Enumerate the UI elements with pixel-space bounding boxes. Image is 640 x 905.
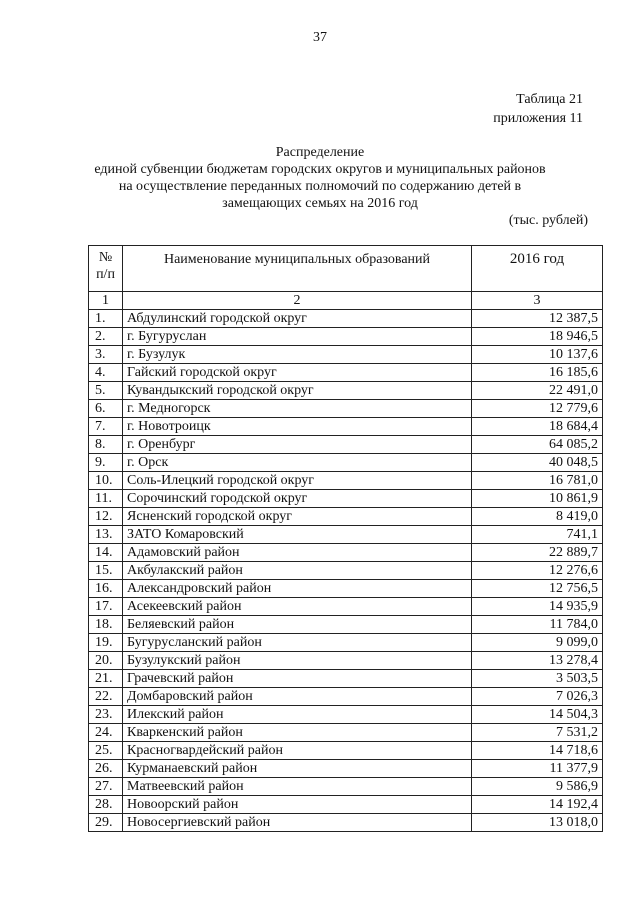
row-number: 17. <box>89 598 123 616</box>
row-number: 6. <box>89 400 123 418</box>
row-value: 14 504,3 <box>472 706 603 724</box>
row-value: 22 491,0 <box>472 382 603 400</box>
row-number: 22. <box>89 688 123 706</box>
row-number: 19. <box>89 634 123 652</box>
row-name: г. Новотроицк <box>123 418 472 436</box>
table-row <box>89 688 603 706</box>
table-row <box>89 724 603 742</box>
units-label: (тыс. рублей) <box>508 213 588 228</box>
row-name: Акбулакский район <box>123 562 472 580</box>
table-row <box>89 364 603 382</box>
row-value: 22 889,7 <box>472 544 603 562</box>
row-name: Соль-Илецкий городской округ <box>123 472 472 490</box>
row-name: г. Бузулук <box>123 346 472 364</box>
row-name: Илекский район <box>123 706 472 724</box>
page-number: 37 <box>313 30 327 45</box>
table-row <box>89 472 603 490</box>
row-value: 12 387,5 <box>472 310 603 328</box>
row-name: Сорочинский городской округ <box>123 490 472 508</box>
header-year: 2016 год <box>472 246 603 292</box>
row-name: Абдулинский городской округ <box>123 310 472 328</box>
column-number: 2 <box>123 292 472 310</box>
row-number: 4. <box>89 364 123 382</box>
row-value: 16 781,0 <box>472 472 603 490</box>
row-number: 20. <box>89 652 123 670</box>
row-value: 18 684,4 <box>472 418 603 436</box>
table-row <box>89 814 603 832</box>
table-row <box>89 346 603 364</box>
row-name: Беляевский район <box>123 616 472 634</box>
table-row <box>89 400 603 418</box>
table-row <box>89 742 603 760</box>
table-row <box>89 598 603 616</box>
table-row <box>89 382 603 400</box>
row-name: Бузулукский район <box>123 652 472 670</box>
row-number: 8. <box>89 436 123 454</box>
row-number: 23. <box>89 706 123 724</box>
row-number: 21. <box>89 670 123 688</box>
row-value: 9 099,0 <box>472 634 603 652</box>
table-row <box>89 418 603 436</box>
table-row <box>89 706 603 724</box>
table-row <box>89 544 603 562</box>
column-numbers-row <box>89 292 603 310</box>
row-number: 12. <box>89 508 123 526</box>
row-value: 40 048,5 <box>472 454 603 472</box>
row-name: ЗАТО Комаровский <box>123 526 472 544</box>
row-number: 9. <box>89 454 123 472</box>
row-value: 8 419,0 <box>472 508 603 526</box>
row-name: Кваркенский район <box>123 724 472 742</box>
row-value: 16 185,6 <box>472 364 603 382</box>
row-name: Домбаровский район <box>123 688 472 706</box>
row-number: 26. <box>89 760 123 778</box>
table-row <box>89 508 603 526</box>
table-row <box>89 670 603 688</box>
table-row <box>89 454 603 472</box>
table-row <box>89 562 603 580</box>
row-number: 10. <box>89 472 123 490</box>
row-number: 28. <box>89 796 123 814</box>
row-name: г. Оренбург <box>123 436 472 454</box>
row-value: 9 586,9 <box>472 778 603 796</box>
table-header-row <box>89 246 603 292</box>
row-value: 10 861,9 <box>472 490 603 508</box>
row-name: Новоорский район <box>123 796 472 814</box>
row-name: Курманаевский район <box>123 760 472 778</box>
row-value: 7 026,3 <box>472 688 603 706</box>
distribution-table <box>88 245 603 832</box>
table-row <box>89 310 603 328</box>
column-number: 3 <box>472 292 603 310</box>
row-value: 13 278,4 <box>472 652 603 670</box>
title-line1: Распределение <box>275 145 365 160</box>
row-number: 15. <box>89 562 123 580</box>
row-value: 11 784,0 <box>472 616 603 634</box>
row-name: Красногвардейский район <box>123 742 472 760</box>
row-number: 29. <box>89 814 123 832</box>
row-value: 64 085,2 <box>472 436 603 454</box>
row-name: Бугурусланский район <box>123 634 472 652</box>
table-row <box>89 796 603 814</box>
row-number: 13. <box>89 526 123 544</box>
row-number: 14. <box>89 544 123 562</box>
table-row <box>89 580 603 598</box>
row-name: Асекеевский район <box>123 598 472 616</box>
row-value: 13 018,0 <box>472 814 603 832</box>
row-number: 5. <box>89 382 123 400</box>
row-value: 11 377,9 <box>472 760 603 778</box>
table-row <box>89 778 603 796</box>
table-row <box>89 760 603 778</box>
row-name: Новосергиевский район <box>123 814 472 832</box>
row-value: 12 276,6 <box>472 562 603 580</box>
row-value: 12 779,6 <box>472 400 603 418</box>
column-number: 1 <box>89 292 123 310</box>
row-name: Ясненский городской округ <box>123 508 472 526</box>
row-value: 7 531,2 <box>472 724 603 742</box>
row-number: 1. <box>89 310 123 328</box>
header-number-line2: п/п <box>96 267 115 282</box>
table-row <box>89 436 603 454</box>
title-line3: на осуществление переданных полномочий по содержанию детей в <box>118 179 522 194</box>
row-number: 24. <box>89 724 123 742</box>
table-row <box>89 328 603 346</box>
row-name: Гайский городской округ <box>123 364 472 382</box>
table-reference-line1: Таблица 21 <box>516 92 583 107</box>
title-line2: единой субвенции бюджетам городских округов и муниципальных районов <box>94 162 546 177</box>
row-number: 7. <box>89 418 123 436</box>
table-row <box>89 490 603 508</box>
row-name: Матвеевский район <box>123 778 472 796</box>
row-value: 3 503,5 <box>472 670 603 688</box>
row-name: Адамовский район <box>123 544 472 562</box>
table-reference <box>493 90 583 128</box>
table-row <box>89 616 603 634</box>
row-number: 2. <box>89 328 123 346</box>
table-row <box>89 634 603 652</box>
row-value: 741,1 <box>472 526 603 544</box>
row-value: 12 756,5 <box>472 580 603 598</box>
row-number: 27. <box>89 778 123 796</box>
row-name: г. Орск <box>123 454 472 472</box>
document-title <box>60 144 580 212</box>
table-row <box>89 652 603 670</box>
row-value: 14 718,6 <box>472 742 603 760</box>
row-value: 14 935,9 <box>472 598 603 616</box>
row-number: 3. <box>89 346 123 364</box>
row-value: 18 946,5 <box>472 328 603 346</box>
row-name: Грачевский район <box>123 670 472 688</box>
table-row <box>89 526 603 544</box>
row-number: 11. <box>89 490 123 508</box>
header-number-line1: № <box>98 250 113 265</box>
row-number: 16. <box>89 580 123 598</box>
title-line4: замещающих семьях на 2016 год <box>222 196 418 211</box>
row-name: г. Бугуруслан <box>123 328 472 346</box>
row-name: Александровский район <box>123 580 472 598</box>
row-name: Кувандыкский городской округ <box>123 382 472 400</box>
row-number: 18. <box>89 616 123 634</box>
table-reference-line2: приложения 11 <box>493 111 583 126</box>
row-value: 14 192,4 <box>472 796 603 814</box>
row-number: 25. <box>89 742 123 760</box>
row-value: 10 137,6 <box>472 346 603 364</box>
row-name: г. Медногорск <box>123 400 472 418</box>
header-name: Наименование муниципальных образований <box>123 246 472 292</box>
header-number <box>89 246 123 292</box>
